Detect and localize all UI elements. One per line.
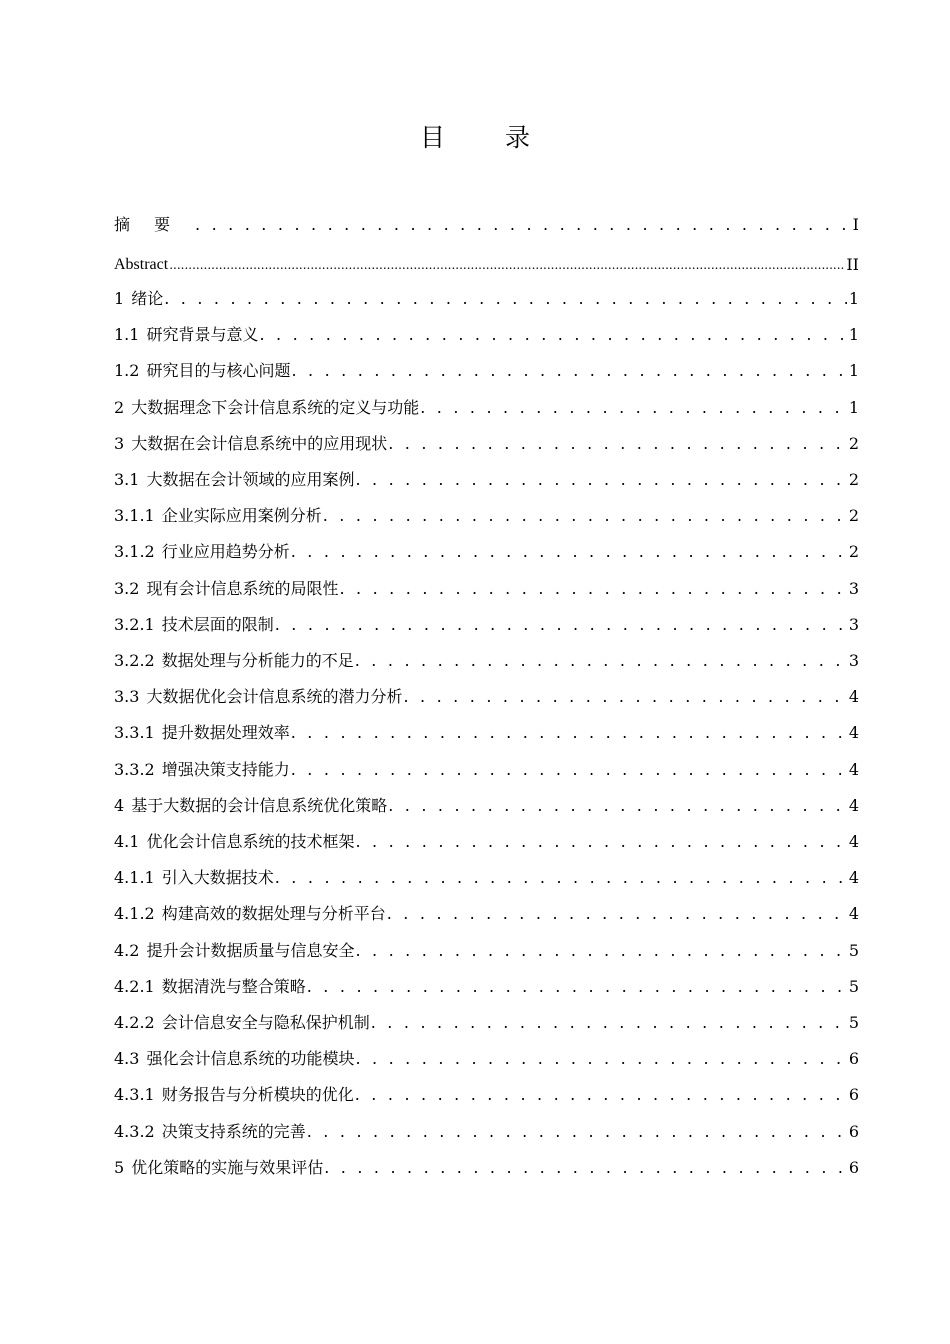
toc-entry-label: [114, 757, 290, 783]
dot-leader: [355, 829, 846, 855]
toc-entry[interactable]: [114, 974, 859, 1000]
toc-entry-text: 现有会计信息系统的局限性: [146, 578, 339, 598]
dot-leader: [355, 1046, 846, 1072]
toc-entry-text: 大数据在会计领域的应用案例: [146, 470, 355, 489]
toc-entry-label: [114, 793, 387, 819]
toc-entry-text: 财务报告与分析模块的优化: [161, 1085, 354, 1105]
page-title: 目 录: [420, 123, 556, 152]
toc-entry[interactable]: [114, 576, 859, 602]
toc-entry-text: 基于大数据的会计信息系统优化策略: [131, 795, 388, 815]
toc-entry-number: 4.1.2: [114, 904, 155, 924]
toc-entry-label: [114, 286, 163, 312]
dot-leader: [324, 1155, 847, 1181]
toc-entry[interactable]: [114, 612, 859, 638]
toc-entry-label: [114, 431, 387, 457]
toc-entry-page: 3: [848, 614, 859, 634]
toc-entry-text: 构建高效的数据处理与分析平台: [161, 904, 386, 924]
toc-entry-label: [114, 901, 386, 927]
toc-entry-label: [114, 1082, 354, 1108]
toc-entry-label: [114, 648, 354, 674]
toc-entry[interactable]: [114, 503, 859, 529]
toc-entry-label: [114, 576, 338, 602]
toc-entry-page: 2: [848, 506, 859, 526]
toc-entry-page: 4: [848, 868, 859, 888]
toc-entry-page: 4: [848, 759, 859, 779]
toc-entry-text: 大数据在会计信息系统中的应用现状: [131, 433, 388, 453]
toc-entry-label: [114, 322, 258, 348]
dot-leader: [387, 901, 847, 927]
toc-entry-label: [114, 865, 274, 891]
toc-entry-text: 企业实际应用案例分析: [161, 506, 322, 526]
toc-entry[interactable]: [114, 252, 859, 278]
toc-entry-text: 引入大数据技术: [161, 868, 274, 888]
toc-entry[interactable]: [114, 1119, 859, 1145]
toc-entry-label: [114, 1119, 306, 1145]
toc-entry[interactable]: [114, 212, 859, 238]
dot-leader: [355, 467, 846, 493]
toc-entry-text: 会计信息安全与隐私保护机制: [161, 1013, 370, 1032]
toc-entry-number: 1.1: [114, 325, 140, 345]
toc-entry-page: I: [852, 215, 859, 234]
toc-entry-page: 2: [848, 542, 859, 562]
toc-entry[interactable]: [114, 938, 859, 964]
toc-entry-number: 4: [114, 795, 125, 815]
toc-entry[interactable]: [114, 467, 859, 493]
dot-leader: [259, 322, 846, 348]
toc-entry-number: 3.1.1: [114, 506, 155, 526]
toc-entry[interactable]: [114, 793, 859, 819]
dot-leader: [355, 648, 847, 674]
dot-leader: [371, 1010, 847, 1036]
dot-leader: [307, 1119, 847, 1145]
toc-entry-page: 6: [848, 1049, 859, 1069]
toc-entry-label: [114, 539, 290, 565]
toc-entry-text: 研究目的与核心问题: [146, 361, 291, 381]
toc-entry-text: 研究背景与意义: [146, 325, 259, 345]
dot-leader: [355, 938, 846, 964]
toc-entry-page: 2: [848, 470, 859, 489]
toc-entry-label: [114, 974, 306, 1000]
dot-leader: [339, 576, 846, 602]
toc-entry-text: 增强决策支持能力: [161, 759, 290, 779]
dot-leader: [195, 212, 851, 238]
toc-entry-text: 数据清洗与整合策略: [161, 976, 306, 996]
toc-entry-page: 4: [848, 723, 859, 743]
dot-leader: [388, 793, 847, 819]
toc-entry[interactable]: [114, 286, 859, 312]
dot-leader: [291, 358, 846, 384]
toc-entry-text: 摘要: [114, 215, 195, 234]
toc-entry-page: 5: [848, 1013, 859, 1032]
toc-entry[interactable]: [114, 395, 859, 421]
toc-entry-label: [114, 395, 419, 421]
toc-entry[interactable]: [114, 1155, 859, 1181]
toc-entry-number: 2: [114, 397, 125, 417]
dot-leader: [291, 720, 847, 746]
toc-entry-text: 行业应用趋势分析: [161, 542, 290, 562]
dot-leader: [291, 757, 847, 783]
toc-entry[interactable]: [114, 865, 859, 891]
dot-leader: [164, 286, 847, 312]
toc-entry-page: 6: [848, 1157, 859, 1177]
toc-entry-page: 5: [848, 940, 859, 960]
toc-entry-label: [114, 1155, 323, 1181]
toc-entry-label: [114, 1010, 370, 1036]
toc-entry-text: Abstract: [114, 256, 169, 273]
toc-entry-label: [114, 829, 354, 855]
toc-entry-label: [114, 1046, 354, 1072]
toc-entry-label: [114, 684, 402, 710]
toc-entry-number: 3.3.2: [114, 759, 155, 779]
toc-entry[interactable]: [114, 684, 859, 710]
toc-entry-page: 4: [848, 904, 859, 924]
toc-entry-number: 3.3: [114, 687, 140, 707]
toc-entry-page: 4: [848, 832, 859, 851]
toc-entry-number: 4.2.1: [114, 976, 155, 996]
toc-entry[interactable]: [114, 648, 859, 674]
toc-entry[interactable]: [114, 358, 859, 384]
toc-entry-text: 决策支持系统的完善: [161, 1121, 306, 1141]
toc-entry-page: 1: [848, 289, 859, 308]
toc-entry[interactable]: [114, 1010, 859, 1036]
dot-leader: [420, 395, 847, 421]
toc-entry-number: 4.2: [114, 940, 140, 960]
dot-leader: [323, 503, 847, 529]
toc-entry-page: 1: [848, 397, 859, 417]
toc-entry[interactable]: [114, 1046, 859, 1072]
toc-entry-text: 提升数据处理效率: [161, 723, 290, 743]
toc-entry-page: 6: [848, 1085, 859, 1105]
toc-entry-page: 5: [848, 976, 859, 996]
toc-entry-label: [114, 503, 322, 529]
toc-entry-number: 1.2: [114, 361, 140, 381]
toc-entry-number: 1: [114, 289, 125, 308]
toc-entry-text: 提升会计数据质量与信息安全: [146, 940, 355, 960]
toc-entry[interactable]: [114, 1082, 859, 1108]
toc-entry-number: 4.3.1: [114, 1085, 155, 1105]
toc-entry-number: 4.1.1: [114, 868, 155, 888]
toc-entry-label: [114, 720, 290, 746]
toc-entry-number: 3.1.2: [114, 542, 155, 562]
toc-entry-page: 4: [848, 687, 859, 707]
toc-entry-page: 3: [848, 651, 859, 670]
toc-entry-number: 3: [114, 433, 125, 453]
toc-entry-number: 3.3.1: [114, 723, 155, 743]
toc-entry-number: 4.3: [114, 1049, 140, 1069]
toc-entry-text: 大数据优化会计信息系统的潜力分析: [146, 687, 403, 707]
dot-leader: [291, 539, 847, 565]
toc-entry-text: 优化会计信息系统的技术框架: [146, 832, 355, 851]
dot-leader: [275, 865, 847, 891]
toc-entry-page: 3: [848, 578, 859, 598]
dot-leader: [388, 431, 847, 457]
toc-entry[interactable]: [114, 431, 859, 457]
toc-entry[interactable]: [114, 720, 859, 746]
toc-entry-number: 3.2.2: [114, 651, 155, 670]
toc-entry-page: 4: [848, 795, 859, 815]
toc-entry-label: [114, 358, 290, 384]
toc-entry-label: [114, 612, 274, 638]
toc-entry[interactable]: [114, 901, 859, 927]
toc-entry-label: [114, 467, 354, 493]
toc-entry-text: 大数据理念下会计信息系统的定义与功能: [131, 397, 420, 417]
toc-entry[interactable]: [114, 829, 859, 855]
toc-entry-number: 4.2.2: [114, 1013, 155, 1032]
toc-entry-text: 强化会计信息系统的功能模块: [146, 1049, 355, 1069]
toc-entry-text: 技术层面的限制: [161, 614, 274, 634]
toc-entry-number: 3.2.1: [114, 614, 155, 634]
toc-entry-page: 2: [848, 433, 859, 453]
toc-entry-number: 4.3.2: [114, 1121, 155, 1141]
toc-entry-text: 绪论: [131, 289, 164, 308]
toc-entry-number: 4.1: [114, 832, 140, 851]
toc-entry[interactable]: [114, 757, 859, 783]
toc-entry-page: II: [846, 255, 859, 274]
toc-entry-page: 1: [848, 361, 859, 381]
toc-entry-label: [114, 938, 354, 964]
dot-leader: [169, 251, 844, 278]
toc-entry-text: 数据处理与分析能力的不足: [161, 651, 354, 670]
dot-leader: [355, 1082, 847, 1108]
dot-leader: [275, 612, 847, 638]
toc-entry-page: 1: [848, 325, 859, 345]
toc-entry[interactable]: [114, 322, 859, 348]
toc-entry[interactable]: [114, 539, 859, 565]
toc-entry-number: 5: [114, 1157, 125, 1177]
dot-leader: [403, 684, 846, 710]
dot-leader: [307, 974, 847, 1000]
toc-entry-text: 优化策略的实施与效果评估: [131, 1157, 324, 1177]
toc-entry-page: 6: [848, 1121, 859, 1141]
toc-entry-number: 3.1: [114, 470, 140, 489]
toc-entry-number: 3.2: [114, 578, 140, 598]
